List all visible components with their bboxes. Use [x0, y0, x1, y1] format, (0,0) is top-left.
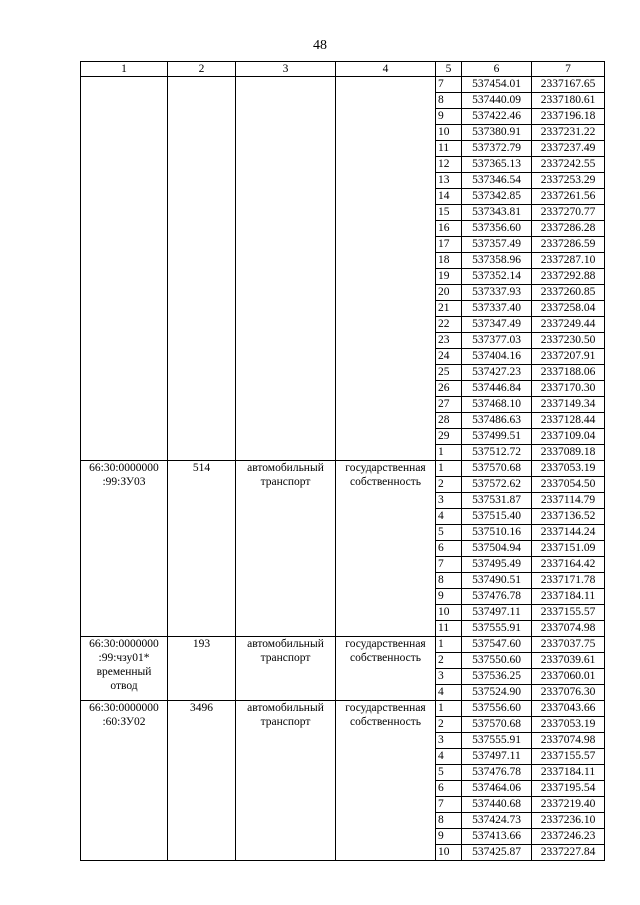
column-header: 2	[168, 62, 236, 77]
point-number-cell: 22	[436, 317, 462, 333]
x-coordinate-cell: 537504.94	[462, 541, 532, 557]
x-coordinate-cell: 537547.60	[462, 637, 532, 653]
x-coordinate-cell: 537440.68	[462, 797, 532, 813]
y-coordinate-cell: 2337155.57	[532, 749, 605, 765]
point-number-cell: 18	[436, 253, 462, 269]
point-number-cell: 24	[436, 349, 462, 365]
x-coordinate-cell: 537497.11	[462, 605, 532, 621]
point-number-cell: 10	[436, 845, 462, 861]
y-coordinate-cell: 2337292.88	[532, 269, 605, 285]
land-use-cell	[236, 77, 336, 461]
point-number-cell: 2	[436, 717, 462, 733]
column-header: 1	[81, 62, 168, 77]
point-number-cell: 9	[436, 109, 462, 125]
point-number-cell: 23	[436, 333, 462, 349]
y-coordinate-cell: 2337128.44	[532, 413, 605, 429]
land-use-cell: автомобильный транспорт	[236, 701, 336, 861]
x-coordinate-cell: 537424.73	[462, 813, 532, 829]
point-number-cell: 17	[436, 237, 462, 253]
x-coordinate-cell: 537446.84	[462, 381, 532, 397]
point-number-cell: 20	[436, 285, 462, 301]
x-coordinate-cell: 537536.25	[462, 669, 532, 685]
x-coordinate-cell: 537510.16	[462, 525, 532, 541]
x-coordinate-cell: 537357.49	[462, 237, 532, 253]
x-coordinate-cell: 537352.14	[462, 269, 532, 285]
y-coordinate-cell: 2337184.11	[532, 589, 605, 605]
x-coordinate-cell: 537377.03	[462, 333, 532, 349]
x-coordinate-cell: 537524.90	[462, 685, 532, 701]
x-coordinate-cell: 537427.23	[462, 365, 532, 381]
x-coordinate-cell: 537425.87	[462, 845, 532, 861]
point-number-cell: 4	[436, 509, 462, 525]
column-header: 3	[236, 62, 336, 77]
column-header: 7	[532, 62, 605, 77]
point-number-cell: 28	[436, 413, 462, 429]
area-cell: 514	[168, 461, 236, 637]
point-number-cell: 9	[436, 589, 462, 605]
x-coordinate-cell: 537337.93	[462, 285, 532, 301]
area-cell: 193	[168, 637, 236, 701]
page-number: 48	[313, 38, 327, 53]
y-coordinate-cell: 2337076.30	[532, 685, 605, 701]
y-coordinate-cell: 2337039.61	[532, 653, 605, 669]
point-number-cell: 29	[436, 429, 462, 445]
point-number-cell: 5	[436, 525, 462, 541]
y-coordinate-cell: 2337270.77	[532, 205, 605, 221]
y-coordinate-cell: 2337188.06	[532, 365, 605, 381]
x-coordinate-cell: 537413.66	[462, 829, 532, 845]
x-coordinate-cell: 537531.87	[462, 493, 532, 509]
point-number-cell: 21	[436, 301, 462, 317]
point-number-cell: 3	[436, 493, 462, 509]
x-coordinate-cell: 537495.49	[462, 557, 532, 573]
y-coordinate-cell: 2337167.65	[532, 77, 605, 93]
y-coordinate-cell: 2337195.54	[532, 781, 605, 797]
parcel-id-cell: 66:30:0000000 :99:чзу01* временный отвод	[81, 637, 168, 701]
point-number-cell: 15	[436, 205, 462, 221]
point-number-cell: 8	[436, 93, 462, 109]
y-coordinate-cell: 2337258.04	[532, 301, 605, 317]
point-number-cell: 26	[436, 381, 462, 397]
point-number-cell: 7	[436, 557, 462, 573]
x-coordinate-cell: 537476.78	[462, 589, 532, 605]
y-coordinate-cell: 2337287.10	[532, 253, 605, 269]
x-coordinate-cell: 537337.40	[462, 301, 532, 317]
x-coordinate-cell: 537347.49	[462, 317, 532, 333]
x-coordinate-cell: 537422.46	[462, 109, 532, 125]
point-number-cell: 3	[436, 733, 462, 749]
y-coordinate-cell: 2337144.24	[532, 525, 605, 541]
y-coordinate-cell: 2337227.84	[532, 845, 605, 861]
x-coordinate-cell: 537499.51	[462, 429, 532, 445]
area-cell: 3496	[168, 701, 236, 861]
x-coordinate-cell: 537343.81	[462, 205, 532, 221]
point-number-cell: 12	[436, 157, 462, 173]
point-number-cell: 4	[436, 749, 462, 765]
table-row	[81, 701, 605, 717]
y-coordinate-cell: 2337207.91	[532, 349, 605, 365]
x-coordinate-cell: 537356.60	[462, 221, 532, 237]
point-number-cell: 6	[436, 541, 462, 557]
y-coordinate-cell: 2337219.40	[532, 797, 605, 813]
land-use-cell: автомобильный транспорт	[236, 637, 336, 701]
ownership-cell: государственная собственность	[336, 637, 436, 701]
y-coordinate-cell: 2337184.11	[532, 765, 605, 781]
y-coordinate-cell: 2337242.55	[532, 157, 605, 173]
point-number-cell: 9	[436, 829, 462, 845]
point-number-cell: 8	[436, 573, 462, 589]
y-coordinate-cell: 2337037.75	[532, 637, 605, 653]
column-header: 5	[436, 62, 462, 77]
x-coordinate-cell: 537468.10	[462, 397, 532, 413]
ownership-cell: государственная собственность	[336, 701, 436, 861]
x-coordinate-cell: 537365.13	[462, 157, 532, 173]
point-number-cell: 1	[436, 461, 462, 477]
point-number-cell: 1	[436, 701, 462, 717]
x-coordinate-cell: 537486.63	[462, 413, 532, 429]
point-number-cell: 16	[436, 221, 462, 237]
point-number-cell: 3	[436, 669, 462, 685]
ownership-cell	[336, 77, 436, 461]
point-number-cell: 10	[436, 605, 462, 621]
point-number-cell: 7	[436, 77, 462, 93]
y-coordinate-cell: 2337155.57	[532, 605, 605, 621]
x-coordinate-cell: 537342.85	[462, 189, 532, 205]
table-row	[81, 637, 605, 653]
y-coordinate-cell: 2337237.49	[532, 141, 605, 157]
y-coordinate-cell: 2337230.50	[532, 333, 605, 349]
y-coordinate-cell: 2337053.19	[532, 717, 605, 733]
y-coordinate-cell: 2337286.28	[532, 221, 605, 237]
y-coordinate-cell: 2337286.59	[532, 237, 605, 253]
x-coordinate-cell: 537570.68	[462, 717, 532, 733]
y-coordinate-cell: 2337151.09	[532, 541, 605, 557]
coordinates-table	[80, 61, 605, 861]
y-coordinate-cell: 2337149.34	[532, 397, 605, 413]
y-coordinate-cell: 2337060.01	[532, 669, 605, 685]
y-coordinate-cell: 2337043.66	[532, 701, 605, 717]
x-coordinate-cell: 537556.60	[462, 701, 532, 717]
land-use-cell: автомобильный транспорт	[236, 461, 336, 637]
point-number-cell: 27	[436, 397, 462, 413]
parcel-id-cell: 66:30:0000000 :60:ЗУ02	[81, 701, 168, 861]
column-header: 4	[336, 62, 436, 77]
x-coordinate-cell: 537555.91	[462, 621, 532, 637]
point-number-cell: 8	[436, 813, 462, 829]
point-number-cell: 2	[436, 477, 462, 493]
column-header: 6	[462, 62, 532, 77]
parcel-id-cell: 66:30:0000000 :99:ЗУ03	[81, 461, 168, 637]
point-number-cell: 1	[436, 445, 462, 461]
y-coordinate-cell: 2337196.18	[532, 109, 605, 125]
y-coordinate-cell: 2337261.56	[532, 189, 605, 205]
area-cell	[168, 77, 236, 461]
x-coordinate-cell: 537515.40	[462, 509, 532, 525]
point-number-cell: 11	[436, 141, 462, 157]
y-coordinate-cell: 2337246.23	[532, 829, 605, 845]
y-coordinate-cell: 2337114.79	[532, 493, 605, 509]
x-coordinate-cell: 537454.01	[462, 77, 532, 93]
table-row	[81, 77, 605, 93]
point-number-cell: 19	[436, 269, 462, 285]
y-coordinate-cell: 2337249.44	[532, 317, 605, 333]
y-coordinate-cell: 2337170.30	[532, 381, 605, 397]
y-coordinate-cell: 2337164.42	[532, 557, 605, 573]
x-coordinate-cell: 537440.09	[462, 93, 532, 109]
x-coordinate-cell: 537380.91	[462, 125, 532, 141]
point-number-cell: 13	[436, 173, 462, 189]
x-coordinate-cell: 537490.51	[462, 573, 532, 589]
y-coordinate-cell: 2337109.04	[532, 429, 605, 445]
x-coordinate-cell: 537512.72	[462, 445, 532, 461]
x-coordinate-cell: 537372.79	[462, 141, 532, 157]
header-row	[81, 62, 605, 77]
x-coordinate-cell: 537555.91	[462, 733, 532, 749]
point-number-cell: 1	[436, 637, 462, 653]
y-coordinate-cell: 2337054.50	[532, 477, 605, 493]
y-coordinate-cell: 2337231.22	[532, 125, 605, 141]
table-body	[81, 77, 605, 861]
x-coordinate-cell: 537570.68	[462, 461, 532, 477]
x-coordinate-cell: 537550.60	[462, 653, 532, 669]
ownership-cell: государственная собственность	[336, 461, 436, 637]
point-number-cell: 25	[436, 365, 462, 381]
x-coordinate-cell: 537464.06	[462, 781, 532, 797]
x-coordinate-cell: 537572.62	[462, 477, 532, 493]
x-coordinate-cell: 537346.54	[462, 173, 532, 189]
point-number-cell: 6	[436, 781, 462, 797]
point-number-cell: 11	[436, 621, 462, 637]
y-coordinate-cell: 2337236.10	[532, 813, 605, 829]
point-number-cell: 7	[436, 797, 462, 813]
point-number-cell: 5	[436, 765, 462, 781]
x-coordinate-cell: 537358.96	[462, 253, 532, 269]
parcel-id-cell	[81, 77, 168, 461]
y-coordinate-cell: 2337089.18	[532, 445, 605, 461]
y-coordinate-cell: 2337074.98	[532, 733, 605, 749]
y-coordinate-cell: 2337136.52	[532, 509, 605, 525]
y-coordinate-cell: 2337053.19	[532, 461, 605, 477]
y-coordinate-cell: 2337253.29	[532, 173, 605, 189]
x-coordinate-cell: 537497.11	[462, 749, 532, 765]
point-number-cell: 14	[436, 189, 462, 205]
y-coordinate-cell: 2337074.98	[532, 621, 605, 637]
point-number-cell: 2	[436, 653, 462, 669]
table-row	[81, 461, 605, 477]
y-coordinate-cell: 2337180.61	[532, 93, 605, 109]
x-coordinate-cell: 537476.78	[462, 765, 532, 781]
y-coordinate-cell: 2337171.78	[532, 573, 605, 589]
x-coordinate-cell: 537404.16	[462, 349, 532, 365]
y-coordinate-cell: 2337260.85	[532, 285, 605, 301]
point-number-cell: 10	[436, 125, 462, 141]
point-number-cell: 4	[436, 685, 462, 701]
